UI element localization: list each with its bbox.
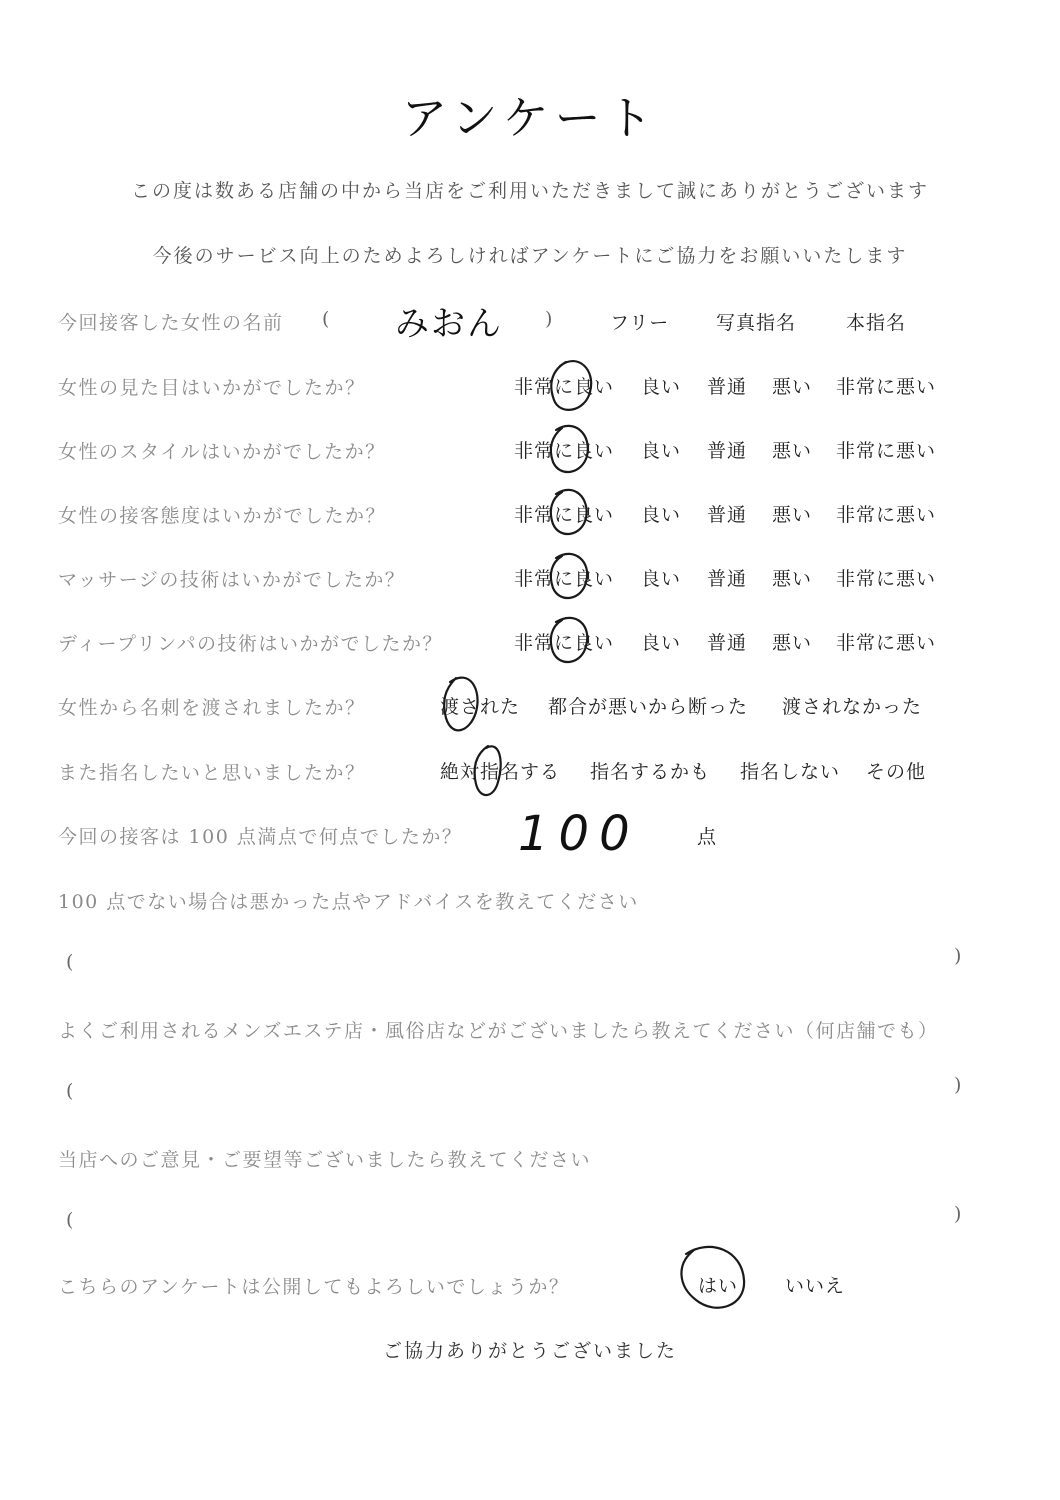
handwritten-score: 100 <box>518 806 640 862</box>
rating-very-bad[interactable]: 非常に悪い <box>836 504 937 526</box>
rating-good[interactable]: 良い <box>641 440 682 462</box>
question-publish: こちらのアンケートは公開してもよろしいでしょうか？ <box>58 1276 570 1298</box>
rating-average[interactable]: 普通 <box>707 376 748 398</box>
question-business-card: 女性から名刺を渡されましたか？ <box>58 697 366 719</box>
rating-very-good[interactable]: 非常に良い <box>514 632 615 654</box>
shops-close-paren: ) <box>954 1074 962 1096</box>
shops-open-paren: ( <box>66 1080 74 1102</box>
name-close-paren: ) <box>545 308 553 330</box>
rating-very-good[interactable]: 非常に良い <box>514 568 615 590</box>
question-lymph-skill: ディープリンパの技術はいかがでしたか？ <box>58 633 443 655</box>
advice-close-paren: ) <box>954 945 962 967</box>
option-photo-nomination[interactable]: 写真指名 <box>716 312 797 334</box>
score-unit: 点 <box>697 826 718 848</box>
rating-bad[interactable]: 悪い <box>772 632 813 654</box>
advice-answer-field[interactable] <box>80 944 950 974</box>
rating-bad[interactable]: 悪い <box>772 440 813 462</box>
question-repeat-nomination: また指名したいと思いましたか？ <box>58 762 366 784</box>
option-card-declined[interactable]: 都合が悪いから断った <box>548 696 749 718</box>
option-card-received[interactable]: 渡された <box>440 696 521 718</box>
question-style: 女性のスタイルはいかがでしたか？ <box>58 441 386 463</box>
name-open-paren: ( <box>322 308 330 330</box>
option-definitely-nominate[interactable]: 絶対指名する <box>440 761 561 783</box>
option-other[interactable]: その他 <box>866 761 927 783</box>
intro-line-2: 今後のサービス向上のためよろしければアンケートにご協力をお願いいたします <box>152 245 908 267</box>
question-attitude: 女性の接客態度はいかがでしたか？ <box>58 505 387 527</box>
rating-average[interactable]: 普通 <box>707 504 748 526</box>
rating-very-good[interactable]: 非常に良い <box>514 504 615 526</box>
question-opinion: 当店へのご意見・ご要望等ございましたら教えてください <box>58 1149 592 1171</box>
rating-good[interactable]: 良い <box>641 376 682 398</box>
opinion-open-paren: ( <box>66 1209 74 1231</box>
rating-average[interactable]: 普通 <box>707 568 748 590</box>
rating-very-good[interactable]: 非常に良い <box>514 440 615 462</box>
rating-very-bad[interactable]: 非常に悪い <box>836 632 937 654</box>
option-card-not-received[interactable]: 渡されなかった <box>782 696 923 718</box>
question-massage-skill: マッサージの技術はいかがでしたか？ <box>58 569 406 591</box>
rating-good[interactable]: 良い <box>641 568 682 590</box>
option-free[interactable]: フリー <box>610 312 670 334</box>
survey-title: アンケート <box>401 91 659 145</box>
question-score: 今回の接客は 100 点満点で何点でしたか？ <box>58 826 463 848</box>
option-publish-no[interactable]: いいえ <box>785 1275 846 1297</box>
rating-average[interactable]: 普通 <box>707 632 748 654</box>
option-main-nomination[interactable]: 本指名 <box>846 312 907 334</box>
intro-line-1: この度は数ある店舗の中から当店をご利用いただきまして誠にありがとうございます <box>130 180 929 202</box>
rating-good[interactable]: 良い <box>641 632 682 654</box>
question-appearance: 女性の見た目はいかがでしたか？ <box>58 377 366 399</box>
thanks-message: ご協力ありがとうございました <box>382 1340 677 1362</box>
opinion-answer-field[interactable] <box>80 1202 950 1232</box>
option-publish-yes[interactable]: はい <box>698 1275 739 1297</box>
rating-bad[interactable]: 悪い <box>772 376 813 398</box>
opinion-close-paren: ) <box>954 1203 962 1225</box>
question-frequent-shops: よくご利用されるメンズエステ店・風俗店などがございましたら教えてください（何店舗でも） <box>58 1020 939 1042</box>
rating-bad[interactable]: 悪い <box>772 504 813 526</box>
option-not-nominate[interactable]: 指名しない <box>740 761 841 783</box>
handwritten-name: みおん <box>395 304 503 344</box>
shops-answer-field[interactable] <box>80 1073 950 1103</box>
rating-bad[interactable]: 悪い <box>772 568 813 590</box>
rating-very-bad[interactable]: 非常に悪い <box>836 568 937 590</box>
rating-good[interactable]: 良い <box>641 504 682 526</box>
option-maybe-nominate[interactable]: 指名するかも <box>590 761 711 783</box>
rating-very-good[interactable]: 非常に良い <box>514 376 615 398</box>
advice-open-paren: ( <box>66 951 74 973</box>
name-question-label: 今回接客した女性の名前 <box>58 312 284 334</box>
rating-very-bad[interactable]: 非常に悪い <box>836 376 937 398</box>
rating-very-bad[interactable]: 非常に悪い <box>836 440 937 462</box>
question-advice: 100 点でない場合は悪かった点やアドバイスを教えてください <box>58 891 639 913</box>
rating-average[interactable]: 普通 <box>707 440 748 462</box>
